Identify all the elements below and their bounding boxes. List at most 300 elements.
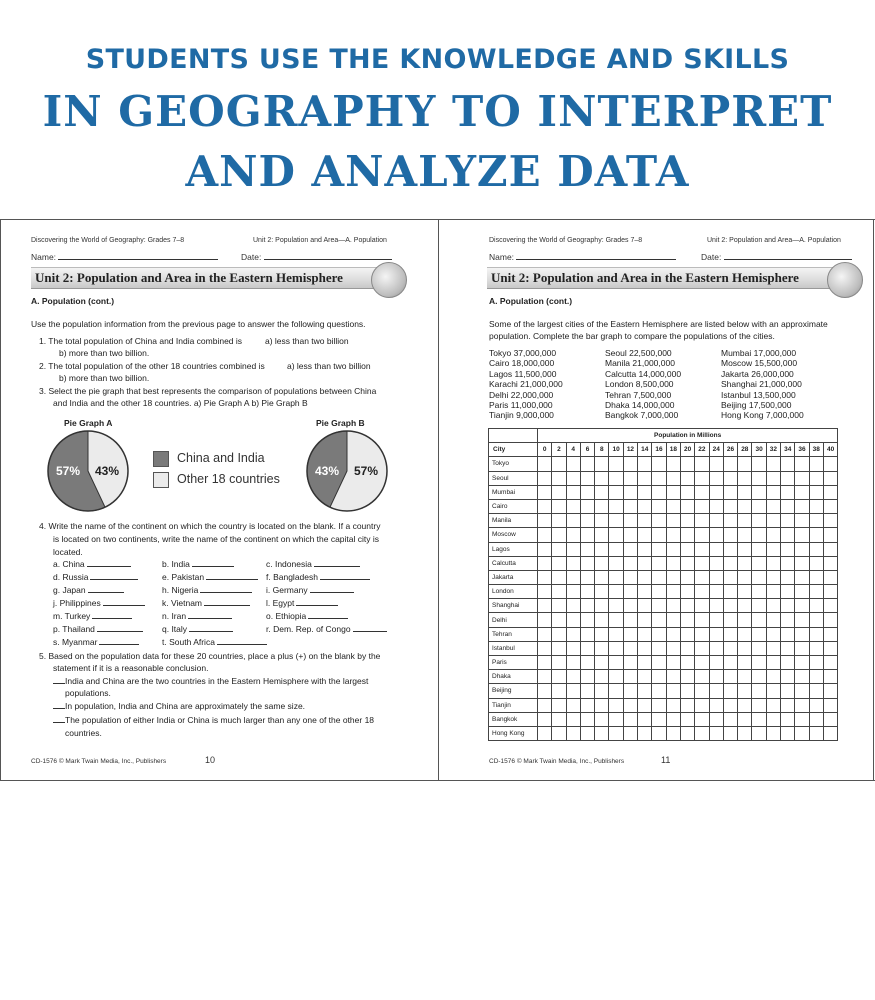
- grid-cell[interactable]: [723, 528, 737, 542]
- grid-cell[interactable]: [823, 698, 837, 712]
- grid-cell[interactable]: [823, 641, 837, 655]
- grid-cell[interactable]: [795, 457, 809, 471]
- grid-cell[interactable]: [695, 514, 709, 528]
- grid-cell[interactable]: [823, 528, 837, 542]
- grid-cell[interactable]: [595, 613, 609, 627]
- grid-cell[interactable]: [652, 457, 666, 471]
- grid-cell[interactable]: [738, 670, 752, 684]
- grid-cell[interactable]: [766, 684, 780, 698]
- grid-cell[interactable]: [738, 599, 752, 613]
- grid-cell[interactable]: [566, 698, 580, 712]
- grid-cell[interactable]: [695, 485, 709, 499]
- grid-cell[interactable]: [709, 471, 723, 485]
- grid-cell[interactable]: [709, 712, 723, 726]
- date-field[interactable]: [701, 252, 852, 262]
- grid-cell[interactable]: [795, 641, 809, 655]
- grid-cell[interactable]: [666, 457, 680, 471]
- grid-cell[interactable]: [652, 485, 666, 499]
- grid-cell[interactable]: [609, 712, 623, 726]
- grid-cell[interactable]: [709, 613, 723, 627]
- grid-cell[interactable]: [538, 613, 552, 627]
- grid-cell[interactable]: [638, 726, 652, 740]
- grid-cell[interactable]: [709, 599, 723, 613]
- grid-cell[interactable]: [652, 599, 666, 613]
- grid-cell[interactable]: [809, 684, 823, 698]
- grid-cell[interactable]: [795, 599, 809, 613]
- grid-cell[interactable]: [795, 712, 809, 726]
- grid-cell[interactable]: [823, 670, 837, 684]
- continent-blank[interactable]: [90, 572, 138, 580]
- grid-cell[interactable]: [823, 457, 837, 471]
- grid-cell[interactable]: [552, 514, 566, 528]
- grid-cell[interactable]: [695, 726, 709, 740]
- grid-cell[interactable]: [609, 641, 623, 655]
- grid-cell[interactable]: [566, 726, 580, 740]
- grid-cell[interactable]: [580, 641, 594, 655]
- grid-cell[interactable]: [709, 684, 723, 698]
- grid-cell[interactable]: [580, 570, 594, 584]
- grid-cell[interactable]: [766, 585, 780, 599]
- grid-cell[interactable]: [781, 627, 795, 641]
- grid-cell[interactable]: [652, 499, 666, 513]
- grid-cell[interactable]: [695, 656, 709, 670]
- grid-cell[interactable]: [709, 499, 723, 513]
- grid-cell[interactable]: [795, 627, 809, 641]
- grid-cell[interactable]: [823, 656, 837, 670]
- grid-cell[interactable]: [738, 684, 752, 698]
- grid-cell[interactable]: [752, 599, 766, 613]
- grid-cell[interactable]: [552, 585, 566, 599]
- grid-cell[interactable]: [623, 542, 637, 556]
- grid-cell[interactable]: [552, 641, 566, 655]
- grid-cell[interactable]: [781, 698, 795, 712]
- grid-cell[interactable]: [680, 599, 694, 613]
- grid-cell[interactable]: [695, 670, 709, 684]
- grid-cell[interactable]: [595, 485, 609, 499]
- grid-cell[interactable]: [609, 485, 623, 499]
- grid-cell[interactable]: [566, 656, 580, 670]
- grid-cell[interactable]: [538, 542, 552, 556]
- name-field[interactable]: [489, 252, 676, 262]
- grid-cell[interactable]: [609, 599, 623, 613]
- grid-cell[interactable]: [538, 485, 552, 499]
- grid-cell[interactable]: [623, 570, 637, 584]
- grid-cell[interactable]: [552, 627, 566, 641]
- grid-cell[interactable]: [652, 641, 666, 655]
- grid-cell[interactable]: [623, 712, 637, 726]
- grid-cell[interactable]: [595, 556, 609, 570]
- grid-cell[interactable]: [766, 670, 780, 684]
- grid-cell[interactable]: [638, 457, 652, 471]
- grid-cell[interactable]: [595, 684, 609, 698]
- grid-cell[interactable]: [709, 570, 723, 584]
- grid-cell[interactable]: [738, 570, 752, 584]
- grid-cell[interactable]: [595, 471, 609, 485]
- grid-cell[interactable]: [766, 627, 780, 641]
- grid-cell[interactable]: [623, 556, 637, 570]
- grid-cell[interactable]: [781, 613, 795, 627]
- grid-cell[interactable]: [652, 613, 666, 627]
- grid-cell[interactable]: [666, 528, 680, 542]
- grid-cell[interactable]: [695, 556, 709, 570]
- grid-cell[interactable]: [795, 570, 809, 584]
- grid-cell[interactable]: [638, 570, 652, 584]
- grid-cell[interactable]: [552, 485, 566, 499]
- grid-cell[interactable]: [666, 656, 680, 670]
- grid-cell[interactable]: [580, 684, 594, 698]
- grid-cell[interactable]: [680, 726, 694, 740]
- grid-cell[interactable]: [781, 684, 795, 698]
- grid-cell[interactable]: [695, 613, 709, 627]
- grid-cell[interactable]: [723, 613, 737, 627]
- grid-cell[interactable]: [652, 684, 666, 698]
- grid-cell[interactable]: [552, 712, 566, 726]
- continent-blank[interactable]: [310, 585, 354, 593]
- grid-cell[interactable]: [638, 684, 652, 698]
- grid-cell[interactable]: [723, 471, 737, 485]
- grid-cell[interactable]: [781, 656, 795, 670]
- grid-cell[interactable]: [752, 641, 766, 655]
- grid-cell[interactable]: [723, 726, 737, 740]
- grid-cell[interactable]: [580, 485, 594, 499]
- grid-cell[interactable]: [723, 585, 737, 599]
- grid-cell[interactable]: [752, 457, 766, 471]
- grid-cell[interactable]: [652, 514, 666, 528]
- grid-cell[interactable]: [766, 457, 780, 471]
- grid-cell[interactable]: [638, 627, 652, 641]
- grid-cell[interactable]: [623, 528, 637, 542]
- grid-cell[interactable]: [809, 457, 823, 471]
- grid-cell[interactable]: [738, 656, 752, 670]
- grid-cell[interactable]: [738, 585, 752, 599]
- grid-cell[interactable]: [695, 457, 709, 471]
- grid-cell[interactable]: [695, 471, 709, 485]
- grid-cell[interactable]: [766, 528, 780, 542]
- grid-cell[interactable]: [752, 485, 766, 499]
- grid-cell[interactable]: [580, 599, 594, 613]
- grid-cell[interactable]: [809, 712, 823, 726]
- grid-cell[interactable]: [723, 712, 737, 726]
- continent-blank[interactable]: [103, 598, 145, 606]
- grid-cell[interactable]: [580, 499, 594, 513]
- grid-cell[interactable]: [809, 471, 823, 485]
- grid-cell[interactable]: [652, 712, 666, 726]
- grid-cell[interactable]: [666, 712, 680, 726]
- grid-cell[interactable]: [781, 570, 795, 584]
- grid-cell[interactable]: [709, 698, 723, 712]
- grid-cell[interactable]: [738, 726, 752, 740]
- grid-cell[interactable]: [609, 556, 623, 570]
- grid-cell[interactable]: [809, 556, 823, 570]
- grid-cell[interactable]: [680, 684, 694, 698]
- grid-cell[interactable]: [638, 499, 652, 513]
- grid-cell[interactable]: [623, 627, 637, 641]
- continent-blank[interactable]: [314, 559, 360, 567]
- grid-cell[interactable]: [709, 556, 723, 570]
- grid-cell[interactable]: [795, 485, 809, 499]
- grid-cell[interactable]: [566, 613, 580, 627]
- grid-cell[interactable]: [609, 471, 623, 485]
- grid-cell[interactable]: [695, 641, 709, 655]
- grid-cell[interactable]: [580, 514, 594, 528]
- grid-cell[interactable]: [623, 585, 637, 599]
- continent-blank[interactable]: [99, 637, 139, 645]
- grid-cell[interactable]: [580, 670, 594, 684]
- grid-cell[interactable]: [652, 542, 666, 556]
- grid-cell[interactable]: [680, 656, 694, 670]
- grid-cell[interactable]: [695, 698, 709, 712]
- grid-cell[interactable]: [623, 684, 637, 698]
- grid-cell[interactable]: [795, 556, 809, 570]
- grid-cell[interactable]: [738, 613, 752, 627]
- grid-cell[interactable]: [609, 514, 623, 528]
- grid-cell[interactable]: [538, 471, 552, 485]
- grid-cell[interactable]: [795, 698, 809, 712]
- grid-cell[interactable]: [638, 670, 652, 684]
- grid-cell[interactable]: [666, 726, 680, 740]
- grid-cell[interactable]: [781, 726, 795, 740]
- grid-cell[interactable]: [566, 514, 580, 528]
- grid-cell[interactable]: [723, 698, 737, 712]
- grid-cell[interactable]: [709, 627, 723, 641]
- grid-cell[interactable]: [552, 670, 566, 684]
- grid-cell[interactable]: [738, 471, 752, 485]
- grid-cell[interactable]: [795, 656, 809, 670]
- grid-cell[interactable]: [680, 613, 694, 627]
- grid-cell[interactable]: [709, 485, 723, 499]
- grid-cell[interactable]: [609, 499, 623, 513]
- grid-cell[interactable]: [752, 556, 766, 570]
- grid-cell[interactable]: [623, 485, 637, 499]
- grid-cell[interactable]: [823, 570, 837, 584]
- grid-cell[interactable]: [823, 542, 837, 556]
- grid-cell[interactable]: [538, 556, 552, 570]
- grid-cell[interactable]: [638, 599, 652, 613]
- grid-cell[interactable]: [552, 570, 566, 584]
- grid-cell[interactable]: [566, 457, 580, 471]
- grid-cell[interactable]: [752, 726, 766, 740]
- grid-cell[interactable]: [823, 684, 837, 698]
- grid-cell[interactable]: [781, 712, 795, 726]
- grid-cell[interactable]: [695, 528, 709, 542]
- continent-blank[interactable]: [320, 572, 370, 580]
- grid-cell[interactable]: [638, 485, 652, 499]
- grid-cell[interactable]: [738, 712, 752, 726]
- grid-cell[interactable]: [566, 556, 580, 570]
- grid-cell[interactable]: [709, 726, 723, 740]
- grid-cell[interactable]: [738, 698, 752, 712]
- grid-cell[interactable]: [666, 585, 680, 599]
- grid-cell[interactable]: [680, 627, 694, 641]
- statement-1-blank[interactable]: [53, 676, 65, 684]
- grid-cell[interactable]: [595, 514, 609, 528]
- grid-cell[interactable]: [566, 570, 580, 584]
- grid-cell[interactable]: [823, 471, 837, 485]
- grid-cell[interactable]: [823, 485, 837, 499]
- grid-cell[interactable]: [538, 528, 552, 542]
- grid-cell[interactable]: [666, 641, 680, 655]
- continent-blank[interactable]: [87, 559, 131, 567]
- grid-cell[interactable]: [752, 471, 766, 485]
- grid-cell[interactable]: [652, 556, 666, 570]
- grid-cell[interactable]: [566, 499, 580, 513]
- grid-cell[interactable]: [709, 585, 723, 599]
- grid-cell[interactable]: [781, 499, 795, 513]
- grid-cell[interactable]: [781, 670, 795, 684]
- grid-cell[interactable]: [709, 514, 723, 528]
- grid-cell[interactable]: [781, 542, 795, 556]
- grid-cell[interactable]: [595, 641, 609, 655]
- grid-cell[interactable]: [595, 528, 609, 542]
- grid-cell[interactable]: [538, 712, 552, 726]
- grid-cell[interactable]: [695, 585, 709, 599]
- grid-cell[interactable]: [823, 499, 837, 513]
- grid-cell[interactable]: [723, 457, 737, 471]
- grid-cell[interactable]: [795, 528, 809, 542]
- grid-cell[interactable]: [738, 556, 752, 570]
- grid-cell[interactable]: [723, 670, 737, 684]
- grid-cell[interactable]: [566, 485, 580, 499]
- grid-cell[interactable]: [823, 514, 837, 528]
- grid-cell[interactable]: [723, 485, 737, 499]
- grid-cell[interactable]: [723, 542, 737, 556]
- grid-cell[interactable]: [680, 542, 694, 556]
- grid-cell[interactable]: [566, 528, 580, 542]
- grid-cell[interactable]: [595, 670, 609, 684]
- grid-cell[interactable]: [823, 556, 837, 570]
- grid-cell[interactable]: [752, 570, 766, 584]
- grid-cell[interactable]: [823, 613, 837, 627]
- grid-cell[interactable]: [723, 684, 737, 698]
- continent-blank[interactable]: [353, 624, 387, 632]
- grid-cell[interactable]: [809, 499, 823, 513]
- grid-cell[interactable]: [752, 684, 766, 698]
- grid-cell[interactable]: [609, 542, 623, 556]
- grid-cell[interactable]: [609, 698, 623, 712]
- grid-cell[interactable]: [823, 726, 837, 740]
- grid-cell[interactable]: [795, 726, 809, 740]
- grid-cell[interactable]: [552, 457, 566, 471]
- grid-cell[interactable]: [738, 627, 752, 641]
- grid-cell[interactable]: [680, 556, 694, 570]
- grid-cell[interactable]: [595, 627, 609, 641]
- grid-cell[interactable]: [766, 570, 780, 584]
- grid-cell[interactable]: [580, 712, 594, 726]
- grid-cell[interactable]: [781, 471, 795, 485]
- grid-cell[interactable]: [795, 684, 809, 698]
- grid-cell[interactable]: [795, 670, 809, 684]
- grid-cell[interactable]: [652, 726, 666, 740]
- grid-cell[interactable]: [709, 542, 723, 556]
- grid-cell[interactable]: [652, 670, 666, 684]
- grid-cell[interactable]: [623, 599, 637, 613]
- continent-blank[interactable]: [188, 611, 232, 619]
- grid-cell[interactable]: [609, 627, 623, 641]
- grid-cell[interactable]: [752, 542, 766, 556]
- grid-cell[interactable]: [552, 471, 566, 485]
- grid-cell[interactable]: [680, 499, 694, 513]
- grid-cell[interactable]: [809, 599, 823, 613]
- grid-cell[interactable]: [680, 514, 694, 528]
- grid-cell[interactable]: [566, 712, 580, 726]
- grid-cell[interactable]: [723, 570, 737, 584]
- grid-cell[interactable]: [623, 471, 637, 485]
- grid-cell[interactable]: [809, 627, 823, 641]
- grid-cell[interactable]: [781, 528, 795, 542]
- grid-cell[interactable]: [809, 542, 823, 556]
- grid-cell[interactable]: [766, 726, 780, 740]
- grid-cell[interactable]: [666, 670, 680, 684]
- grid-cell[interactable]: [623, 514, 637, 528]
- grid-cell[interactable]: [709, 457, 723, 471]
- grid-cell[interactable]: [538, 670, 552, 684]
- grid-cell[interactable]: [538, 599, 552, 613]
- continent-blank[interactable]: [206, 572, 258, 580]
- grid-cell[interactable]: [738, 542, 752, 556]
- grid-cell[interactable]: [652, 528, 666, 542]
- grid-cell[interactable]: [666, 613, 680, 627]
- grid-cell[interactable]: [680, 528, 694, 542]
- grid-cell[interactable]: [652, 471, 666, 485]
- grid-cell[interactable]: [809, 485, 823, 499]
- grid-cell[interactable]: [795, 585, 809, 599]
- grid-cell[interactable]: [766, 514, 780, 528]
- grid-cell[interactable]: [723, 656, 737, 670]
- grid-cell[interactable]: [666, 471, 680, 485]
- grid-cell[interactable]: [680, 457, 694, 471]
- grid-cell[interactable]: [552, 613, 566, 627]
- grid-cell[interactable]: [709, 656, 723, 670]
- grid-cell[interactable]: [752, 514, 766, 528]
- grid-cell[interactable]: [580, 457, 594, 471]
- grid-cell[interactable]: [595, 599, 609, 613]
- grid-cell[interactable]: [538, 656, 552, 670]
- grid-cell[interactable]: [823, 599, 837, 613]
- grid-cell[interactable]: [680, 698, 694, 712]
- grid-cell[interactable]: [795, 613, 809, 627]
- grid-cell[interactable]: [695, 712, 709, 726]
- grid-cell[interactable]: [709, 670, 723, 684]
- grid-cell[interactable]: [781, 556, 795, 570]
- grid-cell[interactable]: [595, 499, 609, 513]
- grid-cell[interactable]: [595, 585, 609, 599]
- grid-cell[interactable]: [795, 499, 809, 513]
- continent-blank[interactable]: [204, 598, 250, 606]
- grid-cell[interactable]: [595, 698, 609, 712]
- grid-cell[interactable]: [738, 528, 752, 542]
- grid-cell[interactable]: [723, 627, 737, 641]
- grid-cell[interactable]: [809, 585, 823, 599]
- grid-cell[interactable]: [809, 698, 823, 712]
- grid-cell[interactable]: [738, 514, 752, 528]
- continent-blank[interactable]: [88, 585, 124, 593]
- grid-cell[interactable]: [638, 641, 652, 655]
- grid-cell[interactable]: [766, 499, 780, 513]
- grid-cell[interactable]: [766, 656, 780, 670]
- grid-cell[interactable]: [695, 499, 709, 513]
- grid-cell[interactable]: [752, 499, 766, 513]
- grid-cell[interactable]: [638, 471, 652, 485]
- grid-cell[interactable]: [680, 570, 694, 584]
- grid-cell[interactable]: [552, 499, 566, 513]
- grid-cell[interactable]: [552, 599, 566, 613]
- grid-cell[interactable]: [566, 585, 580, 599]
- grid-cell[interactable]: [609, 670, 623, 684]
- grid-cell[interactable]: [738, 485, 752, 499]
- grid-cell[interactable]: [666, 599, 680, 613]
- grid-cell[interactable]: [623, 670, 637, 684]
- grid-cell[interactable]: [695, 542, 709, 556]
